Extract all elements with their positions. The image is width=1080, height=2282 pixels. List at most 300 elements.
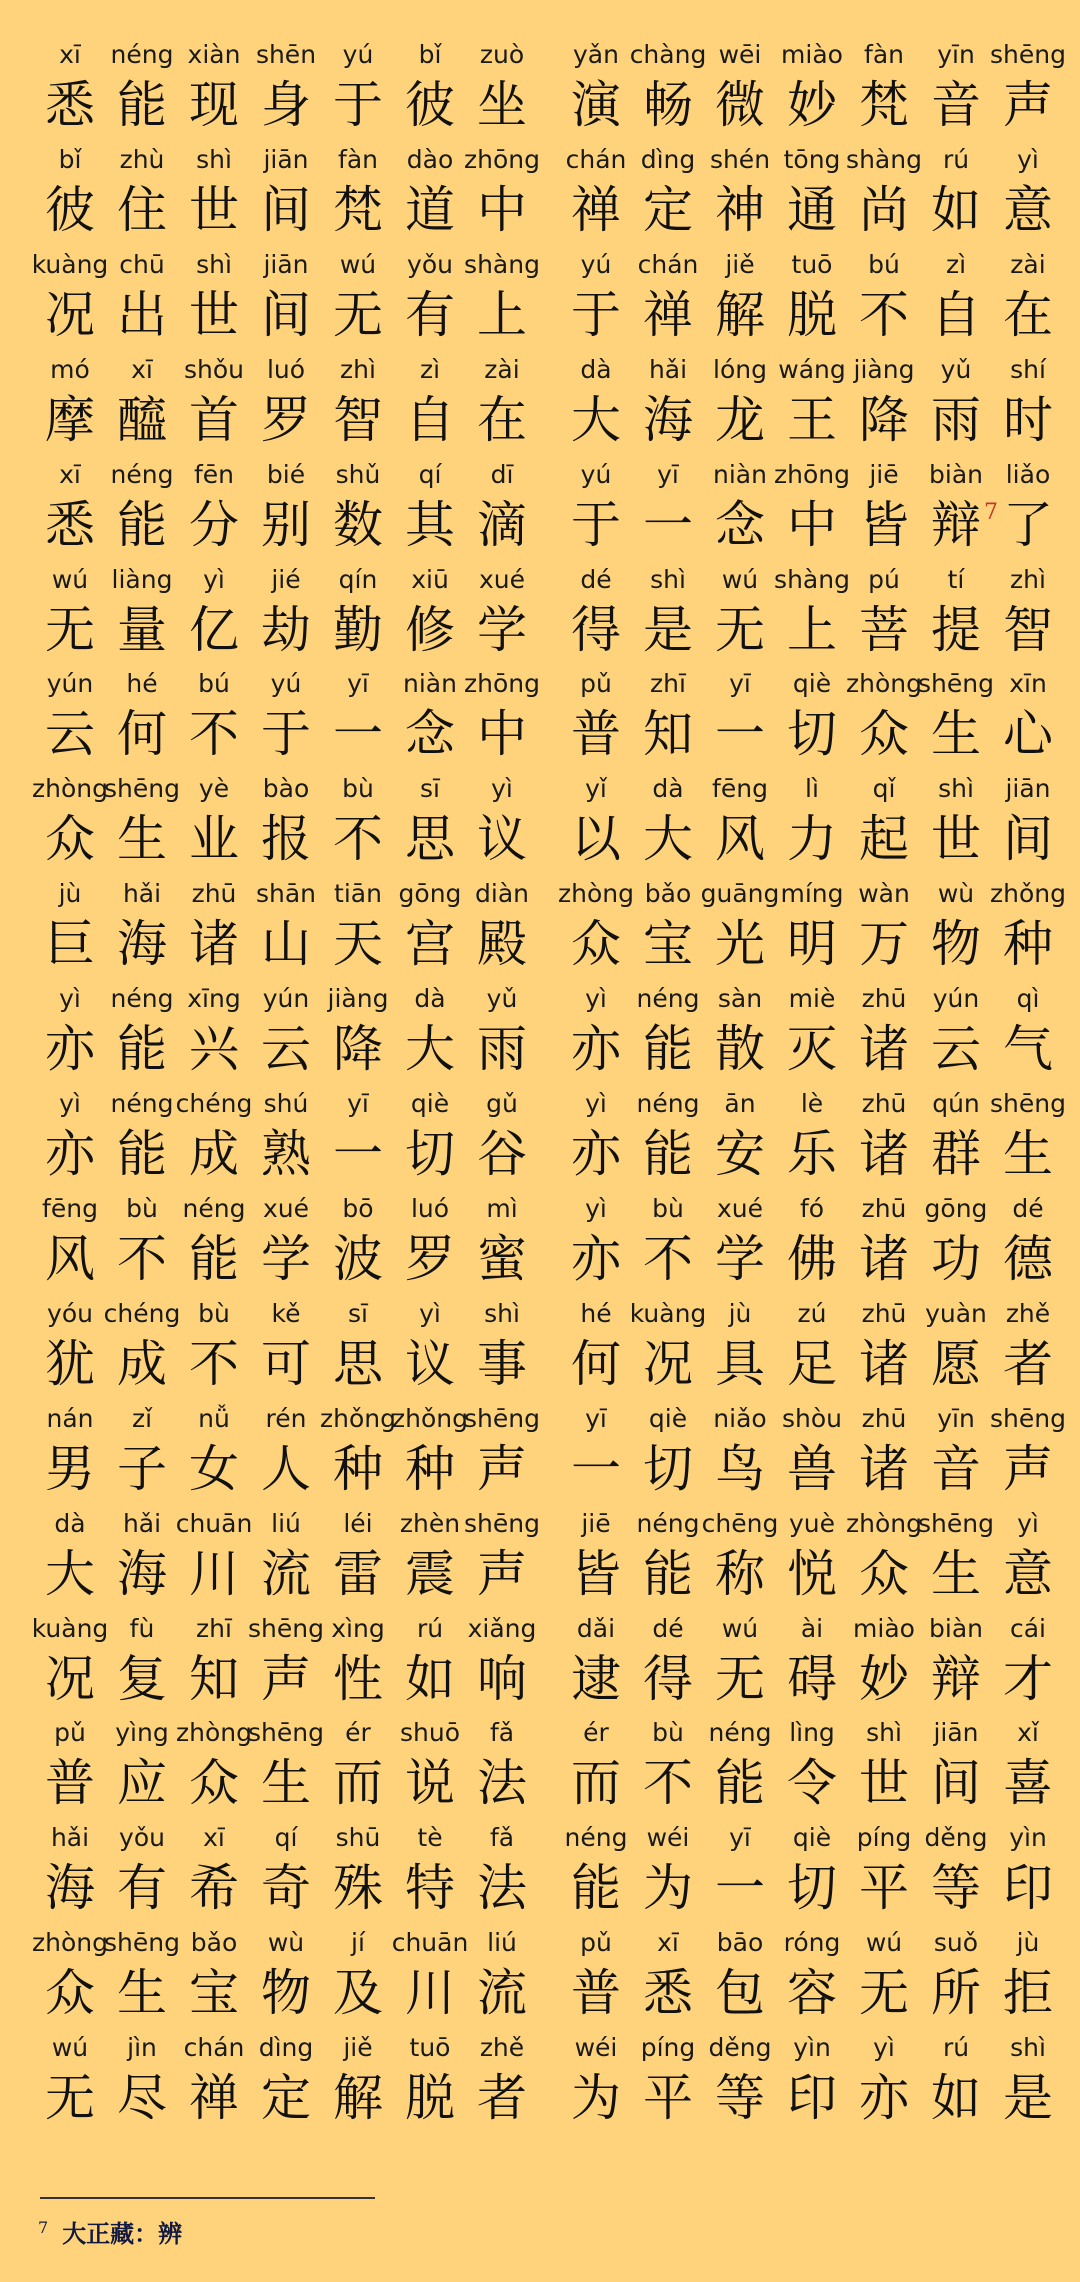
pinyin: dé — [580, 564, 612, 594]
char-cell — [322, 2029, 394, 2133]
pinyin: shēng — [464, 1508, 540, 1538]
hanzi: 逮 — [571, 1649, 621, 1708]
hanzi: 能 — [117, 1125, 167, 1183]
char-cell — [34, 1190, 106, 1294]
pinyin: yì — [59, 1089, 81, 1118]
pinyin: zhì — [1010, 564, 1046, 594]
footnote-text: 大正藏：辨 — [62, 2219, 183, 2248]
footnote-marker[interactable]: 7 — [984, 499, 998, 525]
pinyin: yú — [580, 459, 612, 489]
char-cell — [322, 875, 394, 979]
hanzi: 念 — [715, 495, 765, 554]
char-cell — [394, 1819, 466, 1923]
pinyin: miè — [788, 984, 836, 1014]
hanzi: 降 — [333, 1020, 383, 1079]
hanzi: 光 — [715, 915, 765, 974]
pinyin: jiān — [263, 144, 309, 174]
hanzi: 智 — [333, 390, 383, 449]
hanzi: 起 — [859, 810, 909, 869]
verse-line-right — [560, 141, 1064, 245]
pinyin: qí — [418, 459, 442, 489]
char-cell — [394, 2029, 466, 2133]
char-cell — [178, 1610, 250, 1714]
pinyin: shū — [335, 1823, 381, 1853]
pinyin: hǎi — [50, 1823, 90, 1853]
hanzi: 声 — [1003, 76, 1053, 134]
char-cell — [34, 770, 106, 874]
char-cell — [632, 1819, 704, 1923]
char-cell — [704, 36, 776, 140]
hanzi: 明 — [787, 915, 837, 974]
hanzi: 不 — [189, 705, 239, 764]
hanzi: 一 — [715, 705, 765, 764]
pinyin: yún — [46, 669, 94, 699]
pinyin: yī — [657, 459, 679, 489]
char-cell — [394, 770, 466, 874]
char-cell — [250, 1714, 322, 1818]
hanzi: 于 — [261, 705, 311, 764]
char-cell — [322, 1610, 394, 1714]
hanzi: 声 — [261, 1649, 311, 1708]
char-cell — [178, 770, 250, 874]
pinyin: qí — [274, 1823, 298, 1853]
pinyin: fàn — [864, 40, 904, 69]
hanzi: 亦 — [571, 1020, 621, 1079]
hanzi: 能 — [117, 495, 167, 554]
hanzi: 山 — [261, 915, 311, 974]
char-cell — [560, 1714, 632, 1818]
pinyin: biàn — [929, 1613, 983, 1643]
char-cell — [394, 1190, 466, 1294]
pinyin: chàng — [629, 40, 707, 69]
hanzi: 皆 — [571, 1544, 621, 1603]
hanzi: 现 — [189, 76, 239, 134]
hanzi: 一 — [333, 1125, 383, 1183]
hanzi: 时 — [1003, 390, 1053, 449]
hanzi: 罗 — [261, 390, 311, 449]
hanzi: 是 — [1003, 2069, 1053, 2128]
hanzi: 辩 — [931, 495, 981, 554]
char-cell — [34, 1714, 106, 1818]
pinyin: xī — [203, 1823, 225, 1853]
char-cell — [34, 1924, 106, 2028]
pinyin: dà — [54, 1508, 86, 1538]
hanzi: 思 — [405, 810, 455, 869]
hanzi: 智 — [1003, 600, 1053, 659]
char-cell — [250, 1295, 322, 1399]
pinyin: lìng — [789, 1718, 835, 1748]
pinyin: jù — [1016, 1928, 1040, 1958]
hanzi: 知 — [189, 1649, 239, 1708]
char-cell — [704, 1714, 776, 1818]
pinyin: qiè — [410, 1089, 450, 1118]
char-cell — [322, 141, 394, 245]
char-cell — [776, 1610, 848, 1714]
hanzi: 等 — [931, 1859, 981, 1918]
pinyin: zǐ — [131, 1403, 153, 1433]
footnote — [38, 2214, 182, 2249]
char-cell — [322, 246, 394, 350]
char-cell — [848, 665, 920, 769]
char-cell — [992, 875, 1064, 979]
char-cell — [560, 351, 632, 455]
hanzi: 男 — [45, 1439, 95, 1498]
pinyin: yī — [729, 669, 751, 699]
char-cell — [322, 980, 394, 1084]
pinyin: jié — [271, 564, 301, 594]
hanzi: 能 — [715, 1754, 765, 1813]
char-cell — [560, 980, 632, 1084]
hanzi: 得 — [571, 600, 621, 659]
pinyin: shì — [484, 1298, 520, 1328]
hanzi: 降 — [859, 390, 909, 449]
hanzi: 具 — [715, 1334, 765, 1393]
char-cell — [776, 561, 848, 665]
hanzi: 上 — [477, 285, 527, 344]
pinyin: chuān — [391, 1928, 469, 1958]
verse-line-left — [34, 1714, 538, 1818]
pinyin: zhě — [479, 2033, 525, 2063]
char-cell — [632, 1714, 704, 1818]
pinyin: lè — [800, 1089, 824, 1118]
pinyin: zhòng — [32, 1928, 108, 1958]
verse-line-left — [34, 665, 538, 769]
verse-line-right — [560, 456, 1064, 560]
pinyin: shǔ — [335, 459, 381, 489]
hanzi: 众 — [859, 1544, 909, 1603]
pinyin: dī — [490, 459, 514, 489]
hanzi: 殿 — [477, 915, 527, 974]
pinyin: bù — [652, 1718, 684, 1748]
char-cell — [992, 351, 1064, 455]
pinyin: zhū — [191, 879, 237, 909]
char-cell — [704, 456, 776, 560]
verse-line-left — [34, 1295, 538, 1399]
char-cell — [106, 2029, 178, 2133]
pinyin: yī — [347, 669, 369, 699]
char-cell — [250, 875, 322, 979]
hanzi: 议 — [405, 1334, 455, 1393]
verse-line-left — [31, 246, 540, 350]
pinyin: shēng — [918, 1508, 994, 1538]
char-cell — [848, 1924, 920, 2028]
pinyin: wéi — [574, 2033, 618, 2063]
pinyin: shēng — [918, 669, 994, 699]
pinyin: shuō — [399, 1718, 460, 1748]
pinyin: zhòng — [176, 1718, 252, 1748]
char-cell — [629, 1295, 707, 1399]
pinyin: yī — [585, 1403, 607, 1433]
char-cell — [34, 665, 106, 769]
pinyin: jiàng — [327, 984, 389, 1014]
char-cell — [776, 141, 848, 245]
pinyin: xiàn — [187, 40, 241, 69]
hanzi: 无 — [333, 285, 383, 344]
hanzi: 修 — [405, 600, 455, 659]
char-cell — [466, 980, 538, 1084]
char-cell — [704, 561, 776, 665]
char-cell — [322, 351, 394, 455]
pinyin: wú — [339, 249, 377, 279]
char-cell — [466, 875, 538, 979]
hanzi: 意 — [1003, 180, 1053, 239]
verse-line-right — [560, 1714, 1064, 1818]
verse-line-right — [560, 561, 1064, 665]
hanzi: 解 — [715, 285, 765, 344]
hanzi: 住 — [117, 180, 167, 239]
hanzi: 通 — [787, 180, 837, 239]
hanzi: 演 — [571, 76, 621, 134]
char-cell — [394, 1400, 466, 1504]
pinyin: zhū — [861, 1089, 907, 1118]
pinyin: ān — [724, 1089, 756, 1118]
char-cell — [322, 1819, 394, 1923]
hanzi: 间 — [931, 1754, 981, 1813]
char-cell — [106, 351, 178, 455]
char-cell — [394, 1610, 466, 1714]
pinyin: wú — [721, 1613, 759, 1643]
char-cell — [466, 1085, 538, 1189]
hanzi: 不 — [333, 810, 383, 869]
hanzi: 醯 — [117, 390, 167, 449]
pinyin: bú — [198, 669, 230, 699]
char-cell — [466, 1819, 538, 1923]
pinyin: yìn — [793, 2033, 831, 2063]
pinyin: dào — [406, 144, 454, 174]
hanzi: 得 — [643, 1649, 693, 1708]
pinyin: yīn — [937, 40, 975, 69]
hanzi: 普 — [45, 1754, 95, 1813]
char-cell — [250, 141, 322, 245]
pinyin: miào — [853, 1613, 915, 1643]
verse-line-left — [34, 2029, 538, 2133]
hanzi: 自 — [405, 390, 455, 449]
char-cell — [250, 36, 322, 140]
char-cell — [31, 246, 109, 350]
hanzi: 风 — [715, 810, 765, 869]
char-cell — [776, 1085, 848, 1189]
char-cell — [394, 36, 466, 140]
pinyin: zhèn — [399, 1508, 461, 1538]
char-cell — [701, 1505, 779, 1609]
pinyin: wú — [51, 2033, 89, 2063]
pinyin: léi — [343, 1508, 373, 1538]
char-cell — [394, 1505, 466, 1609]
pinyin: yìng — [115, 1718, 169, 1748]
hanzi: 诸 — [859, 1020, 909, 1079]
char-cell — [920, 1400, 992, 1504]
char-cell — [250, 2029, 322, 2133]
hanzi: 切 — [643, 1439, 693, 1498]
hanzi: 川 — [405, 1964, 455, 2023]
hanzi: 世 — [189, 180, 239, 239]
char-cell — [704, 246, 776, 350]
pinyin: néng — [110, 1089, 174, 1118]
hanzi: 能 — [643, 1020, 693, 1079]
hanzi: 宝 — [643, 915, 693, 974]
hanzi: 佛 — [787, 1229, 837, 1288]
char-cell — [848, 1610, 920, 1714]
hanzi: 中 — [477, 705, 527, 764]
pinyin: bié — [266, 459, 306, 489]
hanzi: 以 — [571, 810, 621, 869]
hanzi: 量 — [117, 600, 167, 659]
pinyin: yǐ — [585, 774, 607, 804]
hanzi: 不 — [859, 285, 909, 344]
pinyin: shì — [1010, 2033, 1046, 2063]
char-cell — [704, 2029, 776, 2133]
pinyin: zhī — [196, 1613, 232, 1643]
verse-line-left — [34, 1924, 538, 2028]
pinyin: yìn — [1009, 1823, 1047, 1853]
pinyin: jiān — [263, 249, 309, 279]
hanzi: 殊 — [333, 1859, 383, 1918]
pinyin: fù — [129, 1613, 155, 1643]
pinyin: bù — [126, 1193, 158, 1223]
hanzi: 碍 — [787, 1649, 837, 1708]
char-cell — [250, 1924, 322, 2028]
hanzi: 乐 — [787, 1125, 837, 1183]
pinyin: jiàng — [853, 354, 915, 384]
char-cell — [391, 1924, 469, 2028]
pinyin: qì — [1016, 984, 1040, 1014]
char-cell — [920, 1714, 992, 1818]
hanzi: 定 — [261, 2069, 311, 2128]
pinyin: zhòng — [32, 774, 108, 804]
char-cell — [394, 1295, 466, 1399]
verse-line-right — [560, 1295, 1064, 1399]
hanzi: 宝 — [189, 1964, 239, 2023]
pinyin: néng — [564, 1823, 628, 1853]
pinyin: ér — [345, 1718, 371, 1748]
pinyin: yì — [59, 984, 81, 1014]
char-cell — [34, 1819, 106, 1923]
pinyin: zài — [1010, 249, 1046, 279]
char-cell — [632, 770, 704, 874]
hanzi: 足 — [787, 1334, 837, 1393]
hanzi: 禅 — [643, 285, 693, 344]
pinyin: qiè — [792, 1823, 832, 1853]
char-cell — [560, 561, 632, 665]
hanzi: 学 — [261, 1229, 311, 1288]
hanzi: 无 — [45, 600, 95, 659]
pinyin: děng — [924, 1823, 988, 1853]
pinyin: kuàng — [31, 1613, 109, 1643]
hanzi: 万 — [859, 915, 909, 974]
hanzi: 大 — [643, 810, 693, 869]
pinyin: rú — [416, 1613, 444, 1643]
pinyin: liàng — [111, 564, 173, 594]
char-cell — [776, 2029, 848, 2133]
char-cell — [776, 1295, 848, 1399]
char-cell — [776, 980, 848, 1084]
hanzi: 何 — [117, 705, 167, 764]
char-cell — [560, 1610, 632, 1714]
pinyin: yǔ — [486, 984, 518, 1014]
hanzi: 不 — [643, 1754, 693, 1813]
hanzi: 况 — [45, 285, 95, 344]
hanzi: 云 — [261, 1020, 311, 1079]
pinyin: fó — [799, 1193, 825, 1223]
char-cell — [992, 1400, 1064, 1504]
char-cell — [394, 351, 466, 455]
hanzi: 菩 — [859, 600, 909, 659]
pinyin: zì — [419, 354, 441, 384]
char-cell — [704, 351, 776, 455]
char-cell — [992, 246, 1064, 350]
char-cell — [394, 141, 466, 245]
pinyin: chéng — [175, 1089, 253, 1118]
char-cell — [920, 246, 992, 350]
pinyin: wēi — [718, 40, 762, 69]
pinyin: liú — [487, 1928, 517, 1958]
char-cell — [992, 1505, 1064, 1609]
char-cell — [560, 1190, 632, 1294]
hanzi: 世 — [859, 1754, 909, 1813]
hanzi: 亦 — [45, 1020, 95, 1079]
pinyin: zhì — [340, 354, 376, 384]
hanzi: 熟 — [261, 1125, 311, 1183]
char-cell — [106, 1190, 178, 1294]
char-cell — [920, 2029, 992, 2133]
verse-line-left — [31, 1610, 538, 1714]
pinyin: xīng — [187, 984, 241, 1014]
hanzi: 业 — [189, 810, 239, 869]
pinyin: yì — [203, 564, 225, 594]
char-cell — [106, 665, 178, 769]
pinyin: yì — [585, 1193, 607, 1223]
pinyin: diàn — [475, 879, 529, 909]
pinyin: yǔ — [940, 354, 972, 384]
hanzi: 妙 — [859, 1649, 909, 1708]
hanzi: 才 — [1003, 1649, 1053, 1708]
pinyin: shēng — [248, 1613, 324, 1643]
char-cell — [920, 36, 992, 140]
char-cell — [848, 1295, 920, 1399]
hanzi: 尽 — [117, 2069, 167, 2128]
char-cell — [992, 561, 1064, 665]
pinyin: lóng — [713, 354, 767, 384]
char-cell — [106, 1924, 178, 2028]
pinyin: luó — [266, 354, 306, 384]
char-cell — [632, 2029, 704, 2133]
char-cell — [178, 665, 250, 769]
char-cell — [560, 1924, 632, 2028]
char-cell — [466, 351, 538, 455]
char-cell — [560, 456, 632, 560]
hanzi: 王 — [787, 390, 837, 449]
hanzi: 成 — [189, 1125, 239, 1183]
char-cell — [466, 1295, 538, 1399]
hanzi: 解 — [333, 2069, 383, 2128]
hanzi: 畅 — [643, 76, 693, 134]
hanzi: 何 — [571, 1334, 621, 1393]
pinyin: hé — [580, 1298, 612, 1328]
char-cell — [992, 1924, 1064, 2028]
char-cell — [34, 1505, 106, 1609]
hanzi: 生 — [117, 810, 167, 869]
hanzi: 复 — [117, 1649, 167, 1708]
char-cell — [848, 980, 920, 1084]
hanzi: 海 — [117, 915, 167, 974]
hanzi: 数 — [333, 495, 383, 554]
hanzi: 中 — [787, 495, 837, 554]
hanzi: 为 — [571, 2069, 621, 2128]
pinyin: wú — [865, 1928, 903, 1958]
hanzi: 喜 — [1003, 1754, 1053, 1813]
pinyin: shēng — [990, 1403, 1066, 1433]
hanzi: 诸 — [859, 1439, 909, 1498]
